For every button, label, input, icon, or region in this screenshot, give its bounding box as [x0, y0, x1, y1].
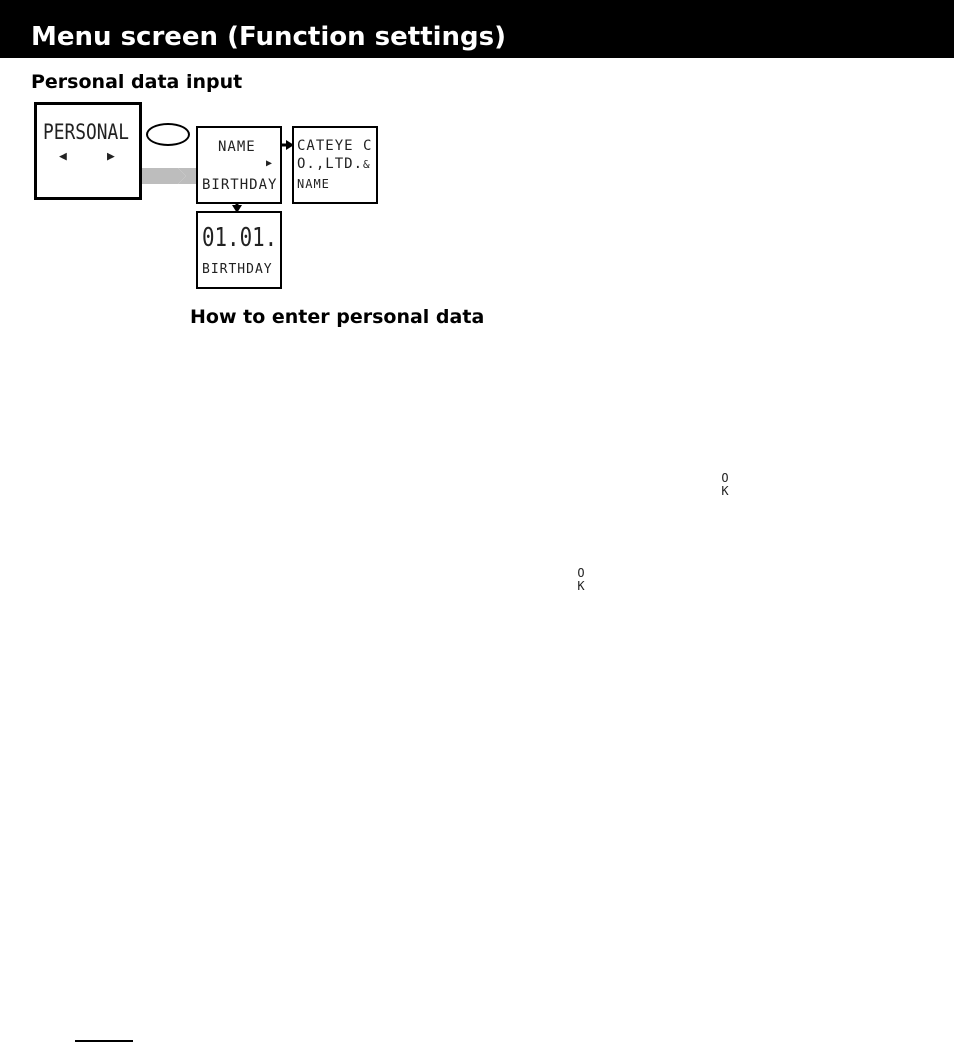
page-title: Menu screen (Function settings)	[31, 22, 507, 52]
lcd-name-label: NAME	[297, 177, 330, 191]
lcd-menu-name: NAME	[218, 139, 256, 155]
flow-arrow-chevron	[178, 168, 196, 184]
ok-icon-top: O	[721, 471, 729, 485]
ok-glyph-icon: &	[363, 158, 371, 171]
lcd-screen-name	[292, 126, 378, 204]
left-arrow-icon: ◀	[59, 149, 68, 164]
ok-icon-bottom: K	[577, 579, 585, 593]
ok-icon	[574, 567, 588, 593]
lcd-screen-birthday	[196, 211, 282, 289]
lcd-birthday-label: BIRTHDAY	[202, 262, 273, 277]
lcd-birthday-date: 01.01.	[202, 223, 278, 253]
cursor-arrow-icon: ▶	[266, 158, 274, 169]
lcd-name-line2	[297, 156, 371, 173]
ok-icon-bottom: K	[721, 484, 729, 498]
ok-icon	[718, 472, 732, 498]
mode-button-icon	[146, 123, 190, 146]
lcd-screen-menu	[196, 126, 282, 204]
ok-icon-top: O	[577, 566, 585, 580]
lcd-name-line2-text: O.,LTD.	[297, 156, 364, 172]
sub-heading: How to enter personal data	[190, 306, 485, 328]
section-heading: Personal data input	[31, 71, 243, 93]
flow-arrow	[142, 168, 186, 184]
lcd-text-personal: PERSONAL	[43, 120, 129, 144]
lcd-screen-personal	[34, 102, 142, 200]
right-arrow-icon: ▶	[107, 149, 116, 164]
lcd-menu-birthday: BIRTHDAY	[202, 177, 278, 193]
title-bar	[0, 0, 954, 58]
lcd-name-line1: CATEYE C	[297, 138, 373, 154]
footer-divider	[75, 1040, 133, 1042]
